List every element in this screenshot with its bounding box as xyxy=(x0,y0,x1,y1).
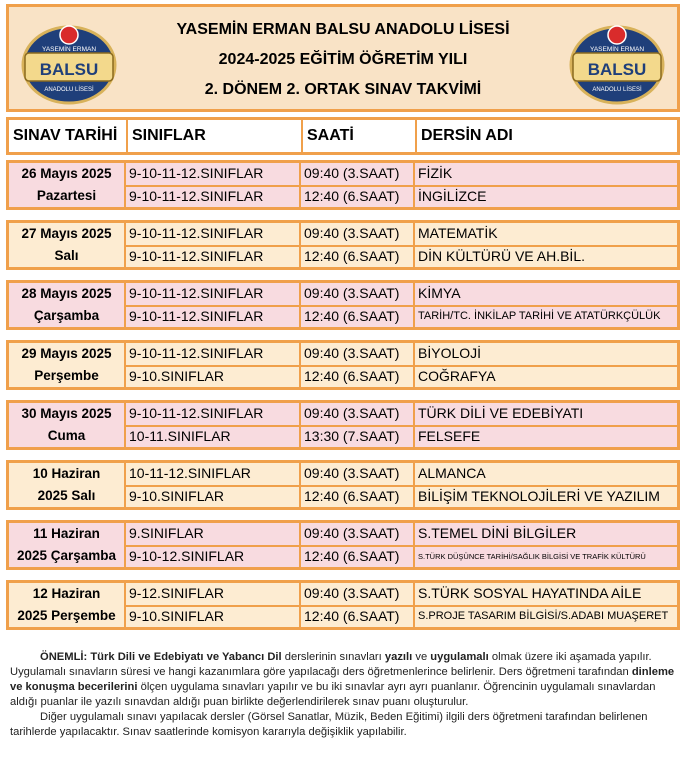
exam-date: 29 Mayıs 2025 xyxy=(21,346,112,361)
exam-day: Perşembe xyxy=(34,368,99,383)
exam-day-group xyxy=(6,580,680,630)
exam-row xyxy=(126,306,677,327)
exam-date-cell xyxy=(9,283,126,327)
exam-day-group xyxy=(6,400,680,450)
exam-row xyxy=(126,343,677,367)
classes-cell: 10-11.SINIFLAR xyxy=(126,426,301,447)
subject-cell: FİZİK xyxy=(418,165,453,181)
time-cell: 12:40 (6.SAAT) xyxy=(301,186,415,207)
note-text-2: ve xyxy=(412,651,431,663)
note-paragraph-2: Diğer uygulamalı sınavı yapılacak dersler (Görsel Sanatlar, Müzik, Beden Eğitimi) ilgili ders öğretmeni tarafından belirlenen tarihlerde yapılacaktır. Sınav saatlerinde komisyon kararıyla değişiklik yapılabilir. xyxy=(10,711,648,738)
classes-cell: 9-10-12.SINIFLAR xyxy=(126,546,301,567)
exam-day-group xyxy=(6,160,680,210)
exam-row xyxy=(126,486,677,507)
subject-cell: BİYOLOJİ xyxy=(418,345,482,361)
svg-text:BALSU: BALSU xyxy=(587,60,647,79)
exam-day-group xyxy=(6,340,680,390)
school-name: YASEMİN ERMAN BALSU ANADOLU LİSESİ xyxy=(176,21,510,38)
exam-date-cell xyxy=(9,583,126,627)
time-cell: 09:40 (3.SAAT) xyxy=(301,583,415,605)
column-header-subject: DERSİN ADI xyxy=(421,127,513,144)
note-text-1: derslerinin sınavları xyxy=(281,651,385,663)
schedule-title: 2. DÖNEM 2. ORTAK SINAV TAKVİMİ xyxy=(204,81,482,98)
note-paragraph-1 xyxy=(10,650,680,710)
svg-text:YASEMİN ERMAN: YASEMİN ERMAN xyxy=(589,46,645,53)
time-cell: 12:40 (6.SAAT) xyxy=(301,606,415,627)
exam-row xyxy=(126,283,677,307)
exam-date: 12 Haziran xyxy=(32,586,101,601)
exam-row xyxy=(126,546,677,567)
exam-day-group xyxy=(6,460,680,510)
time-cell: 12:40 (6.SAAT) xyxy=(301,486,415,507)
exam-date-cell xyxy=(9,343,126,387)
classes-cell: 9-12.SINIFLAR xyxy=(126,583,301,605)
classes-cell: 9.SINIFLAR xyxy=(126,523,301,545)
exam-date: 27 Mayıs 2025 xyxy=(21,226,112,241)
exam-day: Çarşamba xyxy=(33,308,100,323)
exam-row xyxy=(126,403,677,427)
classes-cell: 9-10-11-12.SINIFLAR xyxy=(126,283,301,305)
classes-cell: 9-10-11-12.SINIFLAR xyxy=(126,246,301,267)
time-cell: 09:40 (3.SAAT) xyxy=(301,463,415,485)
header-banner xyxy=(6,4,680,112)
classes-cell: 9-10-11-12.SINIFLAR xyxy=(126,186,301,207)
svg-text:ANADOLU LİSESİ: ANADOLU LİSESİ xyxy=(44,87,94,93)
exam-date-cell xyxy=(9,223,126,267)
exam-date: 28 Mayıs 2025 xyxy=(21,286,112,301)
exam-row xyxy=(126,426,677,447)
note-label: ÖNEMLİ: xyxy=(40,651,88,663)
exam-date: 10 Haziran xyxy=(32,466,101,481)
exam-date-cell xyxy=(9,463,126,507)
exam-day: 2025 Çarşamba xyxy=(16,548,117,563)
note-bold-4: dinleme ve konuşma becerilerini xyxy=(10,666,675,693)
academic-year: 2024-2025 EĞİTİM ÖĞRETİM YILI xyxy=(218,51,468,68)
svg-text:YASEMİN ERMAN: YASEMİN ERMAN xyxy=(41,46,97,53)
classes-cell: 10-11-12.SINIFLAR xyxy=(126,463,301,485)
note-bold-3: uygulamalı xyxy=(430,651,489,663)
classes-cell: 9-10.SINIFLAR xyxy=(126,486,301,507)
time-cell: 09:40 (3.SAAT) xyxy=(301,223,415,245)
svg-text:BALSU: BALSU xyxy=(39,60,99,79)
column-header-date: SINAV TARİHİ xyxy=(9,120,128,152)
svg-text:ANADOLU LİSESİ: ANADOLU LİSESİ xyxy=(592,87,642,93)
subject-cell: MATEMATİK xyxy=(418,225,498,241)
time-cell: 12:40 (6.SAAT) xyxy=(301,246,415,267)
subject-cell: DİN KÜLTÜRÜ VE AH.BİL. xyxy=(418,248,586,264)
classes-cell: 9-10-11-12.SINIFLAR xyxy=(126,306,301,327)
time-cell: 09:40 (3.SAAT) xyxy=(301,523,415,545)
exam-date-cell xyxy=(9,403,126,447)
subject-cell: S.PROJE TASARIM BİLGİSİ/S.ADABI MUAŞERET xyxy=(418,610,669,622)
important-note xyxy=(10,650,680,740)
note-text-3: olmak üzere iki aşamada yapılır. Uygulamalı sınavların süresi ve hangi kazanımlara göre yapılacağı ders öğretmenlerince belirlenir. Ders öğretmeni tarafından xyxy=(10,651,652,678)
subject-cell: BİLİŞİM TEKNOLOJİLERİ VE YAZILIM xyxy=(418,488,660,504)
exam-row xyxy=(126,606,677,627)
exam-row xyxy=(126,223,677,247)
column-header-classes: SINIFLAR xyxy=(128,120,303,152)
subject-cell: FELSEFE xyxy=(418,428,481,444)
exam-day: 2025 Perşembe xyxy=(17,608,116,623)
subject-cell: ALMANCA xyxy=(418,465,486,481)
classes-cell: 9-10-11-12.SINIFLAR xyxy=(126,223,301,245)
exam-row xyxy=(126,583,677,607)
time-cell: 09:40 (3.SAAT) xyxy=(301,343,415,365)
school-logo-right xyxy=(567,17,667,107)
exam-day-group xyxy=(6,280,680,330)
subject-cell: TARİH/TC. İNKİLAP TARİHİ VE ATATÜRKÇÜLÜK xyxy=(418,310,661,322)
time-cell: 09:40 (3.SAAT) xyxy=(301,163,415,185)
time-cell: 12:40 (6.SAAT) xyxy=(301,546,415,567)
classes-cell: 9-10.SINIFLAR xyxy=(126,366,301,387)
subject-cell: S.TÜRK SOSYAL HAYATINDA AİLE xyxy=(418,585,642,601)
exam-day-group xyxy=(6,520,680,570)
note-bold-2: yazılı xyxy=(384,651,413,663)
classes-cell: 9-10.SINIFLAR xyxy=(126,606,301,627)
time-cell: 12:40 (6.SAAT) xyxy=(301,366,415,387)
exam-row xyxy=(126,186,677,207)
time-cell: 09:40 (3.SAAT) xyxy=(301,283,415,305)
subject-cell: COĞRAFYA xyxy=(418,368,496,384)
subject-cell: İNGİLİZCE xyxy=(418,188,487,204)
exam-row xyxy=(126,523,677,547)
exam-day: 2025 Salı xyxy=(37,488,96,503)
exam-date: 26 Mayıs 2025 xyxy=(21,166,112,181)
time-cell: 12:40 (6.SAAT) xyxy=(301,306,415,327)
exam-row xyxy=(126,366,677,387)
exam-day: Cuma xyxy=(47,428,86,443)
exam-day-group xyxy=(6,220,680,270)
subject-cell: TÜRK DİLİ VE EDEBİYATI xyxy=(418,405,584,421)
exam-row xyxy=(126,463,677,487)
time-cell: 09:40 (3.SAAT) xyxy=(301,403,415,425)
classes-cell: 9-10-11-12.SINIFLAR xyxy=(126,343,301,365)
exam-date-cell xyxy=(9,163,126,207)
exam-row xyxy=(126,246,677,267)
exam-date: 11 Haziran xyxy=(33,526,100,541)
exam-day: Pazartesi xyxy=(36,188,97,203)
exam-day: Salı xyxy=(54,248,79,263)
classes-cell: 9-10-11-12.SINIFLAR xyxy=(126,403,301,425)
classes-cell: 9-10-11-12.SINIFLAR xyxy=(126,163,301,185)
note-bold-1: Türk Dili ve Edebiyatı ve Yabancı Dil xyxy=(90,651,282,663)
note-text-4: ölçen uygulama sınavları yapılır ve bu iki sınavlar ayrı ayrı puanlanır. Öğrencinin uygulamalı sınavlardan aldığı puanlar ile yazılı sınavdan aldığı puan birlikte değerlendirilerek sınav puanı oluşturulur. xyxy=(10,681,656,708)
exam-date-cell xyxy=(9,523,126,567)
exam-row xyxy=(126,163,677,187)
subject-cell: KİMYA xyxy=(418,285,461,301)
time-cell: 13:30 (7.SAAT) xyxy=(301,426,415,447)
exam-date: 30 Mayıs 2025 xyxy=(21,406,112,421)
column-header-row xyxy=(6,117,680,155)
subject-cell: S.TÜRK DÜŞÜNCE TARİHİ/SAĞLIK BİLGİSİ VE TRAFİK KÜLTÜRÜ xyxy=(418,552,646,561)
column-header-time: SAATİ xyxy=(303,120,417,152)
subject-cell: S.TEMEL DİNİ BİLGİLER xyxy=(418,525,577,541)
